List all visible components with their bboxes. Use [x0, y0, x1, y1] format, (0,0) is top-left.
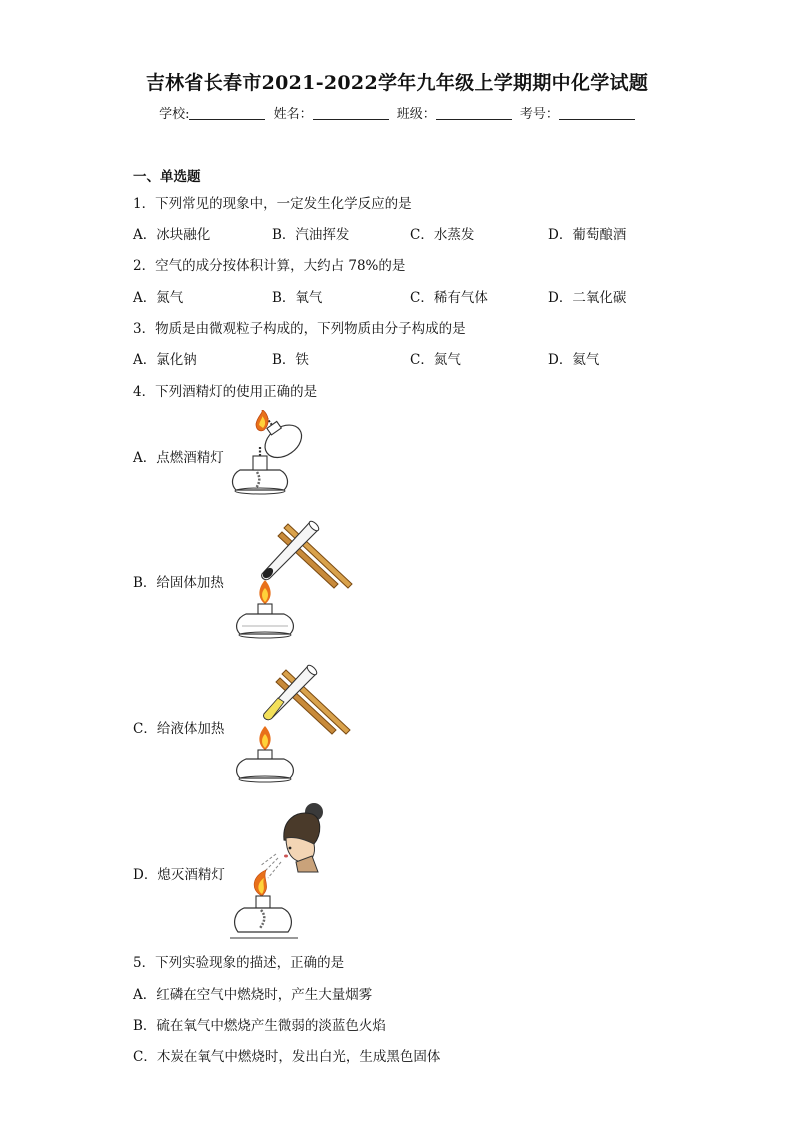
q1-option-d[interactable]: D．葡萄酿酒	[548, 227, 627, 243]
question-3-options	[133, 348, 653, 368]
q3-option-a[interactable]: A．氯化钠	[133, 352, 197, 368]
exam-title: 吉林省长春市2021-2022学年九年级上学期期中化学试题	[145, 72, 649, 94]
q1-option-a[interactable]: A．冰块融化	[133, 227, 211, 243]
class-label: 班级：	[396, 107, 436, 122]
q2-option-c[interactable]: C．稀有气体	[410, 290, 488, 306]
exam-number-blank[interactable]	[559, 107, 635, 120]
question-3-stem: 3．物质是由微观粒子构成的，下列物质由分子构成的是	[133, 321, 466, 337]
q2-option-a[interactable]: A．氮气	[133, 290, 184, 306]
q3-option-b[interactable]: B．铁	[272, 352, 309, 368]
school-blank[interactable]	[189, 107, 265, 120]
q2-option-b[interactable]: B．氧气	[272, 290, 323, 306]
name-blank[interactable]	[313, 107, 389, 120]
q2-option-d[interactable]: D．二氧化碳	[548, 290, 627, 306]
heating-liquid-illustration	[228, 660, 352, 784]
q4-option-a[interactable]: A．点燃酒精灯	[133, 450, 224, 466]
question-5-stem: 5．下列实验现象的描述，正确的是	[133, 955, 345, 971]
heating-solid-illustration	[228, 518, 356, 640]
q1-option-b[interactable]: B．汽油挥发	[272, 227, 350, 243]
q1-option-c[interactable]: C．水蒸发	[410, 227, 475, 243]
school-label: 学校:	[159, 107, 190, 122]
extinguishing-lamp-illustration	[226, 800, 338, 942]
question-2-stem: 2．空气的成分按体积计算，大约占 78%的是	[133, 258, 406, 274]
q5-option-a[interactable]: A．红磷在空气中燃烧时，产生大量烟雾	[133, 987, 373, 1003]
q4-option-c[interactable]: C．给液体加热	[133, 721, 225, 737]
q4-option-d[interactable]: D．熄灭酒精灯	[133, 867, 225, 883]
class-blank[interactable]	[436, 107, 512, 120]
section-heading: 一、单选题	[133, 169, 201, 185]
q4-option-b[interactable]: B．给固体加热	[133, 575, 224, 591]
exam-number-label: 考号：	[519, 107, 559, 122]
q5-option-c[interactable]: C．木炭在氧气中燃烧时，发出白光，生成黑色固体	[133, 1049, 441, 1065]
q5-option-b[interactable]: B．硫在氧气中燃烧产生微弱的淡蓝色火焰	[133, 1018, 386, 1034]
question-4-stem: 4．下列酒精灯的使用正确的是	[133, 384, 318, 400]
student-info-line	[0, 103, 794, 122]
lighting-lamp-with-lamp-illustration	[226, 410, 308, 498]
question-1-options	[133, 223, 653, 243]
q3-option-c[interactable]: C．氮气	[410, 352, 461, 368]
question-1-stem: 1．下列常见的现象中，一定发生化学反应的是	[133, 196, 412, 212]
name-label: 姓名：	[273, 107, 313, 122]
q3-option-d[interactable]: D．氦气	[548, 352, 600, 368]
question-2-options	[133, 286, 653, 306]
